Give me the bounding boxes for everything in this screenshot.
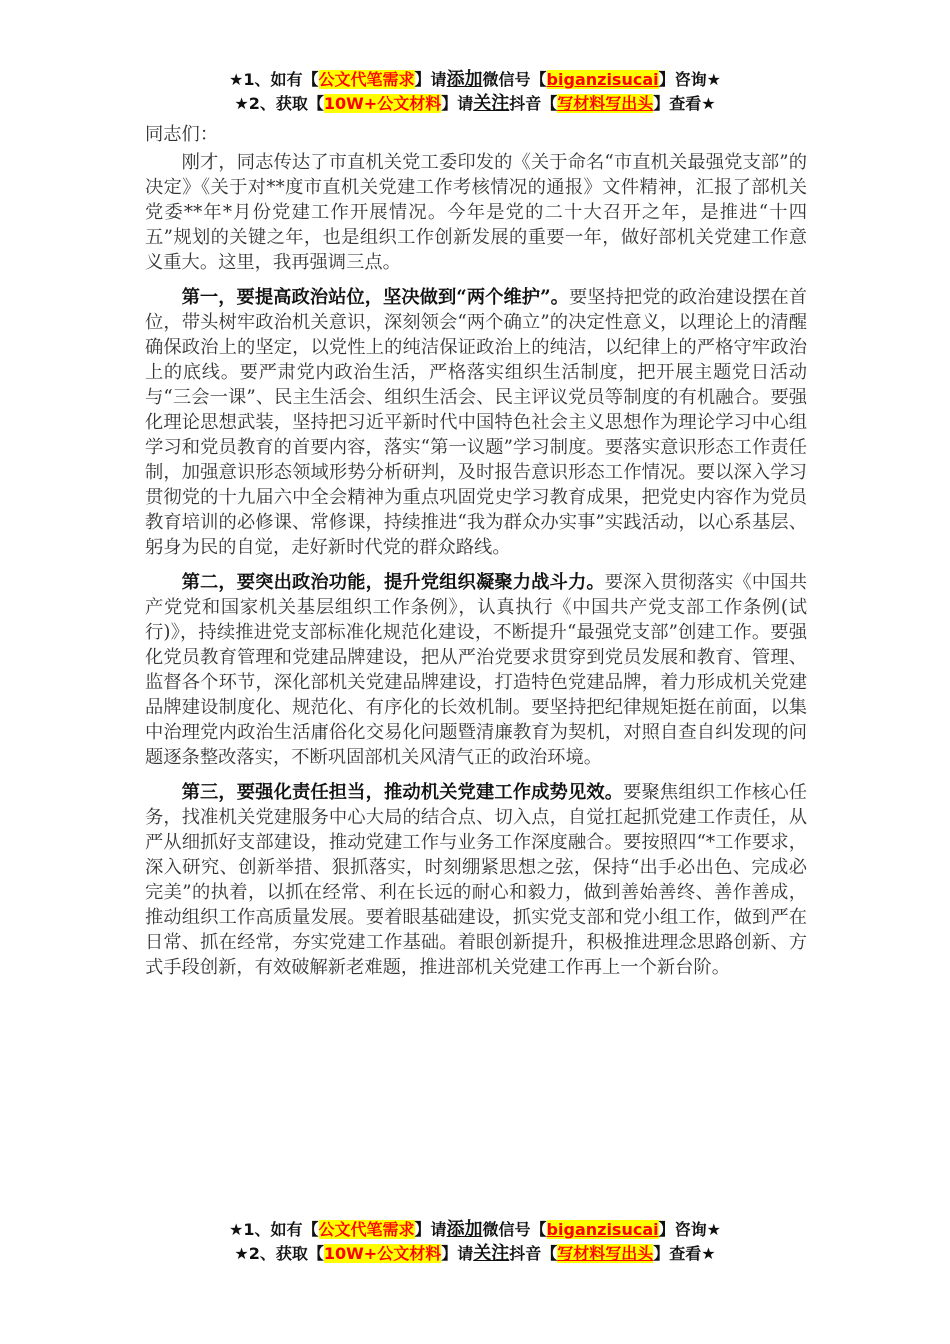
paragraph-intro xyxy=(145,150,807,275)
promo-text: 】请 xyxy=(414,70,447,89)
promo-text: 】请 xyxy=(441,94,474,113)
promo-banner-bottom xyxy=(0,1218,950,1266)
emphasis-follow: 关注 xyxy=(473,93,510,114)
promo-text: 抖音【 xyxy=(509,94,558,113)
emphasis-follow: 关注 xyxy=(473,1243,510,1264)
promo-text: 】咨询★ xyxy=(658,70,721,89)
promo-text: 抖音【 xyxy=(509,1244,558,1263)
paragraph-text: 要坚持把党的政治建设摆在首位，带头树牢政治机关意识，深刻领会“两个确立”的决定性意义，以理论上的清醒确保政治上的坚定，以党性上的纯洁保证政治上的纯洁，以纪律上的严格守牢政治上的底线。要严肃党内政治生活，严格落实组织生活制度，把开展主题党日活动与“三会一课”、民主生活会、组织生活会、民主评议党员等制度的有机融合。要强化理论思想武装，坚持把习近平新时代中国特色社会主义思想作为理论学习中心组学习和党员教育的首要内容，落实“第一议题”学习制度。要落实意识形态工作责任制，加强意识形态领域形势分析研判，及时报告意识形态工作情况。要以深入学习贯彻党的十九届六中全会精神为重点巩固党史学习教育成果，把党史内容作为党员教育培训的必修课、常修课，持续推进“我为群众办实事”实践活动，以心系基层、躬身为民的自觉，走好新时代党的群众路线。 xyxy=(145,287,808,558)
highlight-service: 公文代笔需求 xyxy=(318,1220,415,1239)
promo-text: 】查看★ xyxy=(653,1244,716,1263)
paragraph-text: 要聚焦组织工作核心任务，找准机关党建服务中心大局的结合点、切入点，自觉扛起抓党建工作责任，从严从细抓好支部建设，推动党建工作与业务工作深度融合。要按照四“*工作要求，深入研究、创新举措、狠抓落实，时刻绷紧思想之弦，保持“出手必出色、完成必完美”的执着，以抓在经常、利在长远的耐心和毅力，做到善始善终、善作善成，推动组织工作高质量发展。要着眼基础建设，抓实党支部和党小组工作，做到严在日常、抓在经常，夯实党建工作基础。着眼创新提升，积极推进理念思路创新、方式手段创新，有效破解新老难题，推进部机关党建工作再上一个新台阶。 xyxy=(145,782,808,978)
promo-text: 】咨询★ xyxy=(658,1220,721,1239)
promo-text: ★1、如有【 xyxy=(229,70,319,89)
douyin-account[interactable]: 写材料写出头 xyxy=(557,1244,654,1263)
paragraph-lead: 第二，要突出政治功能，提升党组织凝聚力战斗力。 xyxy=(181,572,605,593)
promo-text: ★2、获取【 xyxy=(234,94,324,113)
promo-line-1 xyxy=(0,68,950,92)
douyin-account[interactable]: 写材料写出头 xyxy=(557,94,654,113)
document-body xyxy=(145,122,807,990)
emphasis-add: 添加 xyxy=(446,69,483,90)
highlight-service: 公文代笔需求 xyxy=(318,70,415,89)
promo-line-1 xyxy=(0,1218,950,1242)
highlight-materials: 10W+公文材料 xyxy=(323,1244,442,1263)
emphasis-add: 添加 xyxy=(446,1219,483,1240)
promo-line-2 xyxy=(0,92,950,116)
paragraph-text: 刚才，同志传达了市直机关党工委印发的《关于命名“市直机关最强党支部”的决定》《关于对**度市直机关党建工作考核情况的通报》文件精神，汇报了部机关党委**年*月份党建工作开展情况。今年是党的二十大召开之年，是推进“十四五”规划的关键之年，也是组织工作创新发展的重要一年，做好部机关党建工作意义重大。这里，我再强调三点。 xyxy=(145,152,807,273)
promo-line-2 xyxy=(0,1242,950,1266)
paragraph-text: 要深入贯彻落实《中国共产党党和国家机关基层组织工作条例》，认真执行《中国共产党支部工作条例(试行)》，持续推进党支部标准化规范化建设，不断提升“最强党支部”创建工作。要强化党员教育管理和党建品牌建设，把从严治党要求贯穿到党员发展和教育、管理、监督各个环节，深化部机关党建品牌建设，打造特色党建品牌，着力形成机关党建品牌建设制度化、规范化、有序化的长效机制。要坚持把纪律规矩挺在前面，以集中治理党内政治生活庸俗化交易化问题暨清廉教育为契机，对照自查自纠发现的问题逐条整改落实，不断巩固部机关风清气正的政治环境。 xyxy=(145,572,808,768)
wechat-id[interactable]: biganzisucai xyxy=(546,1220,659,1239)
promo-text: 微信号【 xyxy=(482,70,547,89)
promo-text: ★1、如有【 xyxy=(229,1220,319,1239)
paragraph-point-3 xyxy=(145,780,807,980)
promo-text: 】请 xyxy=(441,1244,474,1263)
salutation: 同志们： xyxy=(145,124,219,145)
paragraph-lead: 第三，要强化责任担当，推动机关党建工作成势见效。 xyxy=(181,782,624,803)
paragraph-lead: 第一，要提高政治站位，坚决做到“两个维护”。 xyxy=(181,287,569,308)
promo-banner-top xyxy=(0,68,950,116)
promo-text: 微信号【 xyxy=(482,1220,547,1239)
paragraph-point-1 xyxy=(145,285,807,560)
promo-text: 】查看★ xyxy=(653,94,716,113)
promo-text: 】请 xyxy=(414,1220,447,1239)
wechat-id[interactable]: biganzisucai xyxy=(546,70,659,89)
promo-text: ★2、获取【 xyxy=(234,1244,324,1263)
paragraph-point-2 xyxy=(145,570,807,770)
highlight-materials: 10W+公文材料 xyxy=(323,94,442,113)
